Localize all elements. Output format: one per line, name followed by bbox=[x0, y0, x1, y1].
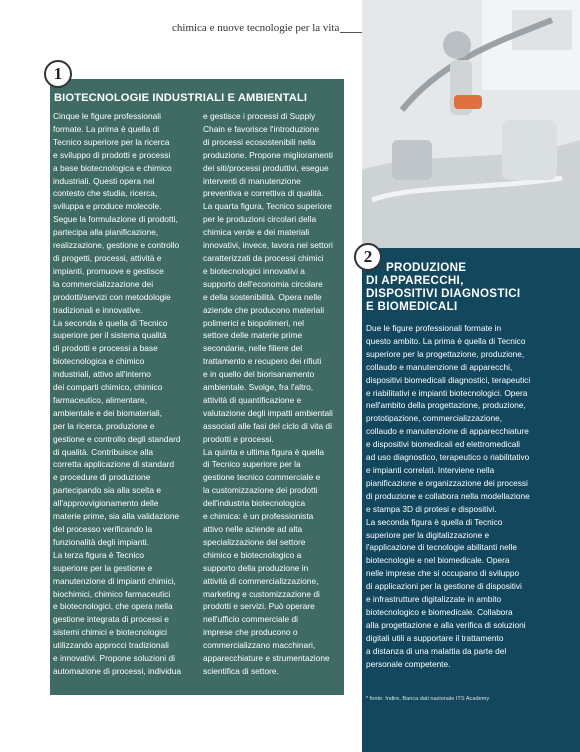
section1-title: BIOTECNOLOGIE INDUSTRIALI E AMBIENTALI bbox=[54, 92, 308, 104]
section2-number-badge: 2 bbox=[354, 243, 382, 271]
source-footnote: * fonte: Indire, Banca dati nazionale ITS Academy bbox=[366, 696, 490, 702]
section1-column-right: e gestisce i processi di Supply Chain e favorisce l'introduzione di processi ecosostenibili nella produzione. Propone miglioramenti dei siti/processi produttivi, esegue interventi di manutenzione preventiva e correttiva di qualità. La quarta figura, Tecnico superiore per le produzioni circolari della chimica verde e dei materiali innovativi, invece, lavora nei settori caratterizzati da processi chimici e biotecnologici innovativi a supporto dell'economia circolare e della sostenibilità. Opera nelle aziende che producono materiali polimerici e biopolimeri, nel settore delle materie prime secondarie, nelle filiere del trattamento e recupero dei rifiuti e in quello del biorisanamento ambientale. Svolge, fra l'altro, attività di quantificazione e valutazione degli impatti ambientali associati alle fasi del ciclo di vita di prodotti e processi. La quinta e ultima figura è quella di Tecnico superiore per la gestione tecnico commerciale e la customizzazione dei prodotti dell'industria biotecnologica e chimica: è un professionista attivo nelle aziende ad alta specializzazione del settore chimico e biotecnologico a supporto della produzione in attività di commercializzazione, marketing e customizzazione di prodotti e servizi. Può operare nell'ufficio commerciale di imprese che producono o commercializzano macchinari, apparecchiature e strumentazione scientifica di settore. bbox=[203, 111, 333, 676]
section1-number-badge: 1 bbox=[44, 60, 72, 88]
section1-column-left: Cinque le figure professionali formate. La prima è quella di Tecnico superiore per la ricerca e sviluppo di prodotti e processi a base biotecnologica e chimico industriali. Questi opera nel contesto che studia, ricerca, sviluppa e produce molecole. Segue la formulazione di prodotti, partecipa alla pianificazione, realizzazione, gestione e controllo di progetti, processi, attività e impianti, promuove e gestisce la commercializzazione dei prodotti/servizi con metodologie tradizionali e innovative. La seconda è quella di Tecnico superiore per il sistema qualità di prodotti e processi a base biotecnologica e chimico industriali, attivo all'interno dei comparti chimico, chimico farmaceutico, alimentare, ambientale e dei biomateriali, per la ricerca, produzione e gestione e controllo degli standard di qualità. Contribuisce alla corretta applicazione di standard e procedure di produzione partecipando sia alla scelta e all'approvvigionamento delle materie prime, sia alla validazione del processo verificando la funzionalità degli impianti. La terza figura è Tecnico superiore per la gestione e manutenzione di impianti chimici, biochimici, chimico farmaceutici e biotecnologici, che opera nella gestione integrata di processi e sistemi chimici e biotecnologici utilizzando approcci tradizionali e innovativi. Propone soluzioni di automazione di processi, individua bbox=[53, 111, 182, 676]
section1-panel bbox=[50, 79, 344, 695]
section2-body: Due le figure professionali formate in questo ambito. La prima è quella di Tecnico superiore per la progettazione, produzione, collaudo e manutenzione di apparecchi, dispositivi biomedicali diagnostici, terapeutici e riabilitativi e impianti biotecnologici. Opera nell'ambito della progettazione, produzione, prototipazione, commercializzazione, collaudo e manutenzione di apparecchiature e dispositivi biomedicali ed elettromedicali ad uso diagnostico, terapeutico o riabilitativo e impianti correlati. Interviene nella pianificazione e organizzazione dei processi di produzione e collabora nella modellazione e stampa 3D di protesi e dispositivi. La seconda figura è quella di Tecnico superiore per la digitalizzazione e l'applicazione di tecnologie abilitanti nelle biotecnologie e nel biomedicale. Opera nelle imprese che si occupano di sviluppo di applicazioni per la gestione di dispositivi e infrastrutture digitalizzate in ambito biotecnologico e biomedicale. Collabora alla progettazione e alla verifica di soluzioni digitali utili a supportare il trattamento a distanza di una malattia da parte del personale competente. bbox=[366, 323, 531, 669]
running-header: chimica e nuove tecnologie per la vita bbox=[172, 22, 340, 34]
medical-equipment-photo bbox=[362, 0, 580, 248]
medical-equipment-illustration bbox=[362, 0, 580, 248]
section2-title: PRODUZIONE DI APPARECCHI, DISPOSITIVI DIAGNOSTICI E BIOMEDICALI bbox=[366, 261, 521, 313]
section2-panel bbox=[362, 248, 580, 752]
